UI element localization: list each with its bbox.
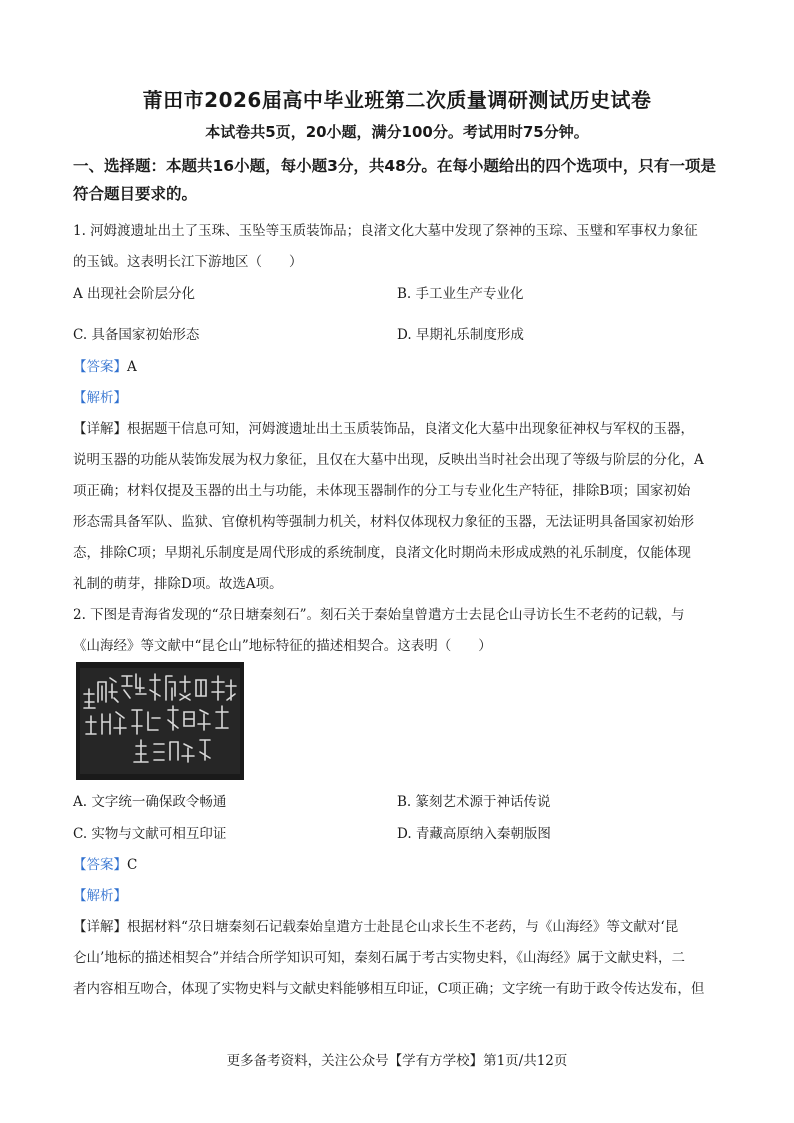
q1-stem-line-2: 的玉钺。这表明长江下游地区（ ） — [73, 254, 303, 270]
q2-option-c: C. 实物与文献可相互印证 — [73, 826, 227, 842]
q1-answer-value: A — [127, 359, 137, 375]
q2-analysis — [73, 884, 728, 904]
q2-answer-tag: 【答案】 — [73, 857, 127, 873]
page-footer: 更多备考资料，关注公众号【学有方学校】第1页/共12页 — [226, 1053, 568, 1069]
q1-answer — [73, 355, 728, 375]
q1-answer-tag: 【答案】 — [73, 359, 127, 375]
q1-detail-line-2: 说明玉器的功能从装饰发展为权力象征，且仅在大墓中出现，反映出当时社会出现了等级与阶层的分化，A — [73, 452, 704, 468]
q2-analysis-tag: 【解析】 — [73, 888, 127, 904]
q1-detail-line-3: 项正确；材料仅提及玉器的出土与功能，未体现玉器制作的分工与专业化生产特征，排除B项；国家初始 — [73, 483, 691, 499]
q2-detail-line-2: 仑山’地标的描述相契合”并结合所学知识可知，秦刻石属于考古实物史料，《山海经》属于文献史料，二 — [73, 950, 685, 966]
q2-stem-line-2: 《山海经》等文献中“昆仑山”地标特征的描述相契合。这表明（ ） — [73, 638, 492, 654]
q1-detail-line-4: 形态需具备军队、监狱、官僚机构等强制力机关，材料仅体现权力象征的玉器，无法证明具备国家初始形 — [73, 514, 694, 530]
q1-analysis — [73, 386, 728, 406]
q2-detail-tag: 【详解】 — [73, 919, 127, 935]
q1-detail-line-1 — [73, 417, 728, 437]
q1-detail-line-5: 态，排除C项；早期礼乐制度是周代形成的系统制度，良渚文化时期尚未形成成熟的礼乐制度，仅能体现 — [73, 545, 691, 561]
exam-info: 本试卷共5页，20小题，满分100分。考试用时75分钟。 — [205, 123, 589, 141]
q1-detail-tag: 【详解】 — [73, 421, 127, 437]
q1-detail-line-6: 礼制的萌芽，排除D项。故选A项。 — [73, 576, 283, 592]
q1-option-a: A 出现社会阶层分化 — [73, 286, 196, 302]
q1-analysis-tag: 【解析】 — [73, 390, 127, 406]
q1-option-b: B. 手工业生产专业化 — [397, 286, 524, 302]
q1-stem-line-1: 1. 河姆渡遗址出土了玉珠、玉坠等玉质装饰品；良渚文化大墓中发现了祭神的玉琮、玉璧和军事权力象征 — [73, 223, 698, 239]
q1-option-c: C. 具备国家初始形态 — [73, 327, 200, 343]
q2-option-b: B. 篆刻艺术源于神话传说 — [397, 794, 551, 810]
q1-detail-text: 根据题干信息可知，河姆渡遗址出土玉质装饰品，良渚文化大墓中出现象征神权与军权的玉器， — [127, 421, 694, 437]
stone-inscription-image — [76, 662, 244, 780]
q1-option-d: D. 早期礼乐制度形成 — [397, 327, 524, 343]
q2-detail-line-3: 者内容相互吻合，体现了实物史料与文献史料能够相互印证，C项正确；文字统一有助于政令传达发布，但 — [73, 981, 705, 997]
section-heading: 一、选择题：本题共16小题，每小题3分，共48分。在每小题给出的四个选项中，只有一项是符合题目要求的。 — [73, 157, 716, 203]
q2-detail-text: 根据材料“尕日塘秦刻石记载秦始皇遣方士赴昆仑山求长生不老药，与《山海经》等文献对‘昆 — [127, 919, 679, 935]
q2-answer — [73, 853, 728, 873]
q2-detail-line-1 — [73, 915, 728, 935]
q2-stem-line-1: 2. 下图是青海省发现的“尕日塘秦刻石”。刻石关于秦始皇曾遣方士去昆仑山寻访长生不老药的记载，与 — [73, 607, 685, 623]
q2-option-a: A. 文字统一确保政令畅通 — [73, 794, 227, 810]
page-title: 莆田市2026届高中毕业班第二次质量调研测试历史试卷 — [142, 88, 652, 112]
q2-answer-value: C — [127, 857, 138, 873]
q2-option-d: D. 青藏高原纳入秦朝版图 — [397, 826, 551, 842]
